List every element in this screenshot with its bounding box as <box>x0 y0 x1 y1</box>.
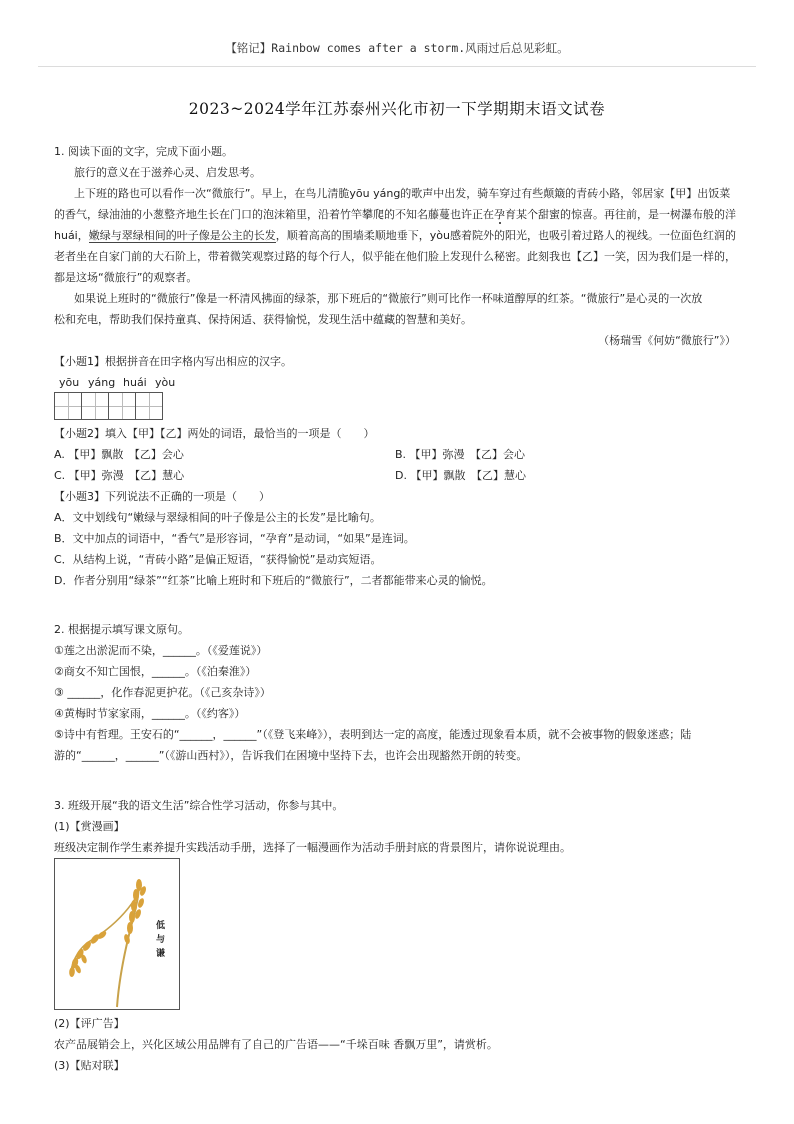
tianzige-grid <box>54 392 162 420</box>
tianzige-cell[interactable] <box>108 392 136 420</box>
q1-stem: 1. 阅读下面的文字，完成下面小题。 <box>54 145 233 158</box>
tianzige-cell[interactable] <box>81 392 109 420</box>
q1-paragraph-2-line-5: 都是这场“微旅行”的观察者。 <box>54 271 198 284</box>
q1-paragraph-2-line-2: 的香气，绿油油的小葱整齐地生长在门口的泡沫箱里，沿着竹竿攀爬的不知名藤蔓也许正在孕育某个甜蜜的惊喜。再往前，是一树瀑布般的洋 <box>54 208 736 221</box>
q3-sub1-label: (1)【赏漫画】 <box>54 820 125 833</box>
pinyin-3: huái <box>123 376 147 389</box>
emphasis-dot-char: 孕 <box>494 208 505 221</box>
q1-source: （杨瑞雪《何妨“微旅行”》） <box>598 334 736 347</box>
header-motto: 【铭记】Rainbow comes after a storm.风雨过后总见彩虹。 <box>225 41 569 55</box>
underlined-sentence: 嫩绿与翠绿相间的叶子像是公主的长发 <box>88 229 276 242</box>
q1-paragraph-2-line-4: 老者坐在自家门前的大石阶上，带着微笑观察过路的每个行人，似乎能在他们脸上发现什么秘密。此刻我也【乙】一笑，因为我们是一样的， <box>54 250 736 263</box>
q1-sub3-option-b[interactable]: B．文中加点的词语中，“香气”是形容词，“孕育”是动词，“如果”是连词。 <box>54 532 415 545</box>
q3-sub2-text: 农产品展销会上，兴化区域公用品牌有了自己的广告语——“千垛百味 香飘万里”，请赏析。 <box>54 1038 498 1051</box>
q1-sub3-option-d[interactable]: D．作者分别用“绿茶”“红茶”比喻上班时和下班后的“微旅行”，二者都能带来心灵的愉悦。 <box>54 574 493 587</box>
q1-sub2-label: 【小题2】填入【甲】【乙】两处的词语，最恰当的一项是（ ） <box>54 427 375 440</box>
q2-item-2: ②商女不知亡国恨，______。（《泊秦淮》） <box>54 665 257 678</box>
page-title: 2023~2024学年江苏泰州兴化市初一下学期期末语文试卷 <box>188 100 606 118</box>
q2-item-4: ④黄梅时节家家雨，______。（《约客》） <box>54 707 246 720</box>
q3-sub2-label: (2)【评广告】 <box>54 1017 125 1030</box>
q1-sub2-option-a[interactable]: A. 【甲】飘散 【乙】会心 <box>54 448 184 461</box>
comic-caption: 低与谦 <box>156 921 166 959</box>
q1-paragraph-3-line-1: 如果说上班时的“微旅行”像是一杯清风拂面的绿茶，那下班后的“微旅行”则可比作一杯味道醇厚的红茶。“微旅行”是心灵的一次放 <box>74 292 703 305</box>
q1-sub2-option-b[interactable]: B. 【甲】弥漫 【乙】会心 <box>395 448 526 461</box>
q2-item-5-line-2: 游的“______，______”（《游山西村》），告诉我们在困境中坚持下去，也许会出现豁然开朗的转变。 <box>54 749 528 762</box>
header-divider <box>38 66 756 67</box>
q2-item-1: ①莲之出淤泥而不染，______。（《爱莲说》） <box>54 644 268 657</box>
q1-paragraph-1: 旅行的意义在于滋养心灵、启发思考。 <box>74 166 261 179</box>
tianzige-cell[interactable] <box>135 392 163 420</box>
comic-image <box>54 858 180 1010</box>
q3-sub3-label: (3)【贴对联】 <box>54 1059 125 1072</box>
q1-paragraph-3-line-2: 松和充电，帮助我们保持童真、保持闲适、获得愉悦，发现生活中蕴藏的智慧和美好。 <box>54 313 472 326</box>
q1-sub3-option-c[interactable]: C．从结构上说，“青砖小路”是偏正短语，“获得愉悦”是动宾短语。 <box>54 553 382 566</box>
pinyin-4: yòu <box>155 376 176 389</box>
q1-sub3-label: 【小题3】下列说法不正确的一项是（ ） <box>54 490 270 503</box>
q1-sub2-option-c[interactable]: C. 【甲】弥漫 【乙】慧心 <box>54 469 185 482</box>
q3-stem: 3. 班级开展“我的语文生活”综合性学习活动，你参与其中。 <box>54 799 344 812</box>
q1-sub3-option-a[interactable]: A．文中划线句“嫩绿与翠绿相间的叶子像是公主的长发”是比喻句。 <box>54 511 381 524</box>
q2-item-3: ③ ______，化作春泥更护花。（《己亥杂诗》） <box>54 686 271 699</box>
tianzige-cell[interactable] <box>54 392 82 420</box>
q2-stem: 2. 根据提示填写课文原句。 <box>54 623 189 636</box>
pinyin-1: yōu <box>59 376 80 389</box>
q3-sub1-text: 班级决定制作学生素养提升实践活动手册，选择了一幅漫画作为活动手册封底的背景图片，请你说说理由。 <box>54 841 571 854</box>
q1-sub2-option-d[interactable]: D. 【甲】飘散 【乙】慧心 <box>395 469 526 482</box>
q1-paragraph-2-line-1: 上下班的路也可以看作一次“微旅行”。早上，在鸟儿清脆yōu yáng的歌声中出发，骑车穿过有些颠簸的青砖小路，邻居家【甲】出饭菜 <box>74 187 731 200</box>
q1-sub1-label: 【小题1】根据拼音在田字格内写出相应的汉字。 <box>54 355 292 368</box>
pinyin-2: yáng <box>88 376 116 389</box>
q1-paragraph-2-line-3: huái，嫩绿与翠绿相间的叶子像是公主的长发，顺着高高的围墙柔顺地垂下，yòu感着院外的阳光，也吸引着过路人的视线。一位面色红润的 <box>54 229 736 242</box>
q2-item-5-line-1: ⑤诗中有哲理。王安石的“______，______”（《登飞来峰》），表明到达一定的高度，能透过现象看本质，就不会被事物的假象迷惑；陆 <box>54 728 692 741</box>
